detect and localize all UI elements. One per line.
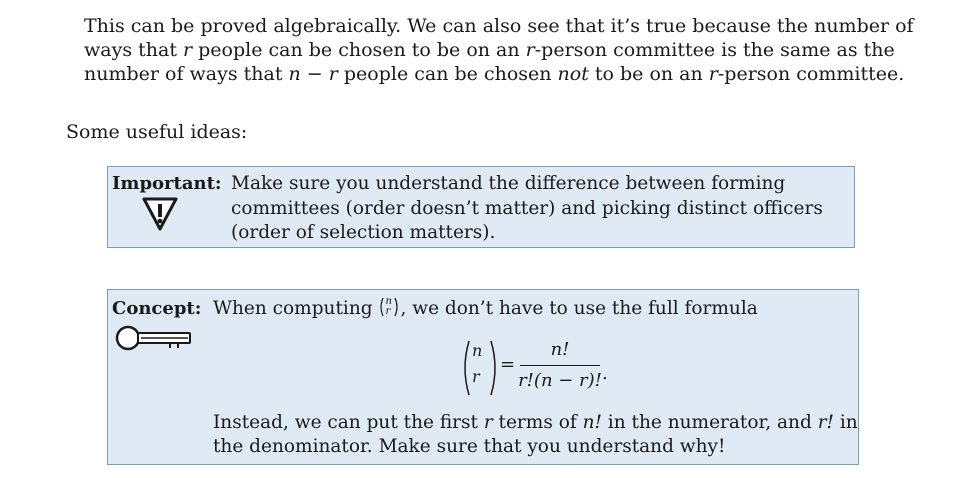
concept-box (107, 289, 859, 465)
important-text: Make sure you understand the difference between forming committees (order doesn’t matter) and picking distinct officers (order of selection matters). (231, 173, 823, 243)
binomial-bottom: r (472, 367, 480, 386)
variable-n-factorial: n! (582, 412, 602, 433)
paragraph-text: people can be chosen to be on an (192, 39, 526, 61)
concept-outro-part: in the numerator, and (601, 412, 818, 433)
important-label: Important: (112, 173, 222, 194)
useful-ideas-heading: Some useful ideas: (66, 121, 248, 143)
key-icon (114, 324, 196, 352)
concept-intro-text: When computing (213, 298, 379, 319)
fraction-bar (520, 365, 600, 366)
formula-period: . (602, 363, 608, 384)
variable-n-minus-r: n − r (288, 63, 338, 85)
important-box (107, 166, 855, 248)
paragraph-text: people can be chosen (337, 63, 558, 85)
variable-r: r (483, 412, 493, 433)
equals-sign: = (500, 354, 516, 375)
fraction-denominator: r!(n − r)! (518, 370, 602, 391)
variable-r: r (708, 63, 718, 85)
variable-r-factorial: r! (817, 412, 834, 433)
paragraph-text: to be on an (588, 63, 709, 85)
binomial-formula (460, 337, 620, 399)
concept-label: Concept: (112, 298, 202, 319)
binomial-top: n (472, 341, 483, 360)
paragraph-text: -person committee is the same as the number of ways that (84, 39, 895, 85)
variable-r: r (183, 39, 193, 61)
concept-intro-line (213, 297, 758, 321)
fraction-numerator: n! (550, 339, 570, 360)
paragraph-text: This can be proved algebraically. We can also see that it’s true because the number of ways that (84, 15, 914, 61)
inline-binomial-top: n (385, 296, 392, 307)
paragraph-text: -person committee. (717, 63, 905, 85)
concept-outro-text (213, 411, 858, 459)
concept-outro-part: in the denominator. Make sure that you understand why! (213, 412, 858, 457)
concept-outro-part: Instead, we can put the first (213, 412, 484, 433)
emphasis-not: not (557, 63, 589, 85)
inline-binomial-bottom: r (385, 306, 391, 317)
variable-r: r (525, 39, 535, 61)
concept-outro-part: terms of (492, 412, 583, 433)
intro-paragraph (84, 14, 934, 86)
concept-intro-text: , we don’t have to use the full formula (400, 298, 758, 319)
warning-shield-icon (140, 194, 180, 232)
inline-binomial (378, 297, 400, 317)
